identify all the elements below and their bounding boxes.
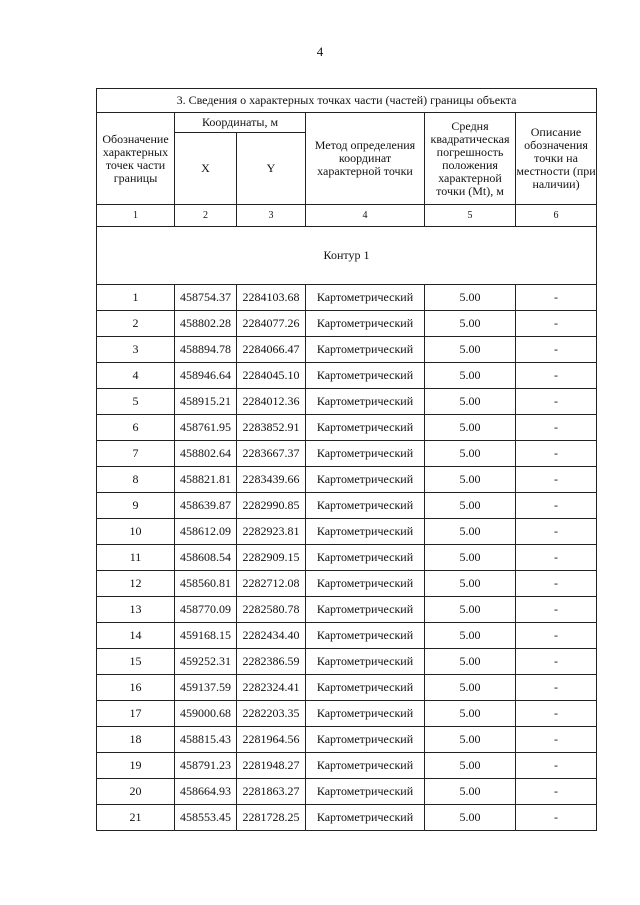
- description-cell: -: [516, 467, 597, 493]
- method-cell: Картометрический: [306, 571, 425, 597]
- description-cell: -: [516, 675, 597, 701]
- description-cell: -: [516, 753, 597, 779]
- x-coordinate-cell: 458639.87: [175, 493, 237, 519]
- table-row: [97, 311, 597, 337]
- table-row: [97, 623, 597, 649]
- description-cell: -: [516, 571, 597, 597]
- section-title-row: [97, 89, 597, 113]
- point-number-cell: 14: [97, 623, 175, 649]
- point-number-cell: 16: [97, 675, 175, 701]
- header-method: Метод определения координат характерной точки: [306, 113, 425, 205]
- table-row: [97, 753, 597, 779]
- column-number: 5: [425, 205, 516, 227]
- y-coordinate-cell: 2283439.66: [237, 467, 306, 493]
- column-number: 6: [516, 205, 597, 227]
- y-coordinate-cell: 2284045.10: [237, 363, 306, 389]
- point-number-cell: 6: [97, 415, 175, 441]
- method-cell: Картометрический: [306, 701, 425, 727]
- method-cell: Картометрический: [306, 389, 425, 415]
- method-cell: Картометрический: [306, 441, 425, 467]
- table-row: [97, 701, 597, 727]
- accuracy-cell: 5.00: [425, 285, 516, 311]
- y-coordinate-cell: 2284077.26: [237, 311, 306, 337]
- accuracy-cell: 5.00: [425, 493, 516, 519]
- y-coordinate-cell: 2284103.68: [237, 285, 306, 311]
- table-row: [97, 727, 597, 753]
- header-description: Описание обозначения точки на местности (при наличии): [516, 113, 597, 205]
- method-cell: Картометрический: [306, 493, 425, 519]
- point-number-cell: 20: [97, 779, 175, 805]
- y-coordinate-cell: 2282434.40: [237, 623, 306, 649]
- y-coordinate-cell: 2283852.91: [237, 415, 306, 441]
- method-cell: Картометрический: [306, 545, 425, 571]
- description-cell: -: [516, 727, 597, 753]
- accuracy-cell: 5.00: [425, 311, 516, 337]
- table-row: [97, 441, 597, 467]
- accuracy-cell: 5.00: [425, 545, 516, 571]
- y-coordinate-cell: 2282203.35: [237, 701, 306, 727]
- contour-row: [97, 227, 597, 285]
- accuracy-cell: 5.00: [425, 441, 516, 467]
- header-row: [97, 113, 597, 133]
- description-cell: -: [516, 649, 597, 675]
- description-cell: -: [516, 285, 597, 311]
- accuracy-cell: 5.00: [425, 519, 516, 545]
- x-coordinate-cell: 458894.78: [175, 337, 237, 363]
- x-coordinate-cell: 458553.45: [175, 805, 237, 831]
- method-cell: Картометрический: [306, 337, 425, 363]
- table-row: [97, 493, 597, 519]
- accuracy-cell: 5.00: [425, 675, 516, 701]
- table-row: [97, 675, 597, 701]
- y-coordinate-cell: 2282580.78: [237, 597, 306, 623]
- method-cell: Картометрический: [306, 597, 425, 623]
- point-number-cell: 3: [97, 337, 175, 363]
- y-coordinate-cell: 2283667.37: [237, 441, 306, 467]
- method-cell: Картометрический: [306, 753, 425, 779]
- column-number: 4: [306, 205, 425, 227]
- x-coordinate-cell: 458915.21: [175, 389, 237, 415]
- accuracy-cell: 5.00: [425, 337, 516, 363]
- method-cell: Картометрический: [306, 805, 425, 831]
- header-coordinates: Координаты, м: [175, 113, 306, 133]
- accuracy-cell: 5.00: [425, 363, 516, 389]
- x-coordinate-cell: 458664.93: [175, 779, 237, 805]
- method-cell: Картометрический: [306, 727, 425, 753]
- description-cell: -: [516, 805, 597, 831]
- table-row: [97, 389, 597, 415]
- point-number-cell: 9: [97, 493, 175, 519]
- section-title: 3. Сведения о характерных точках части (частей) границы объекта: [97, 89, 597, 113]
- x-coordinate-cell: 458802.28: [175, 311, 237, 337]
- point-number-cell: 10: [97, 519, 175, 545]
- accuracy-cell: 5.00: [425, 805, 516, 831]
- point-number-cell: 2: [97, 311, 175, 337]
- table-row: [97, 779, 597, 805]
- x-coordinate-cell: 458815.43: [175, 727, 237, 753]
- method-cell: Картометрический: [306, 779, 425, 805]
- description-cell: -: [516, 545, 597, 571]
- column-number: 1: [97, 205, 175, 227]
- y-coordinate-cell: 2281863.27: [237, 779, 306, 805]
- y-coordinate-cell: 2282923.81: [237, 519, 306, 545]
- x-coordinate-cell: 458754.37: [175, 285, 237, 311]
- x-coordinate-cell: 458821.81: [175, 467, 237, 493]
- column-number: 2: [175, 205, 237, 227]
- description-cell: -: [516, 389, 597, 415]
- accuracy-cell: 5.00: [425, 727, 516, 753]
- point-number-cell: 21: [97, 805, 175, 831]
- description-cell: -: [516, 701, 597, 727]
- x-coordinate-cell: 458802.64: [175, 441, 237, 467]
- x-coordinate-cell: 458612.09: [175, 519, 237, 545]
- point-number-cell: 13: [97, 597, 175, 623]
- contour-label: Контур 1: [97, 227, 597, 285]
- method-cell: Картометрический: [306, 415, 425, 441]
- point-number-cell: 11: [97, 545, 175, 571]
- header-y: Y: [237, 133, 306, 205]
- y-coordinate-cell: 2281948.27: [237, 753, 306, 779]
- y-coordinate-cell: 2282324.41: [237, 675, 306, 701]
- x-coordinate-cell: 459137.59: [175, 675, 237, 701]
- description-cell: -: [516, 337, 597, 363]
- point-number-cell: 15: [97, 649, 175, 675]
- x-coordinate-cell: 459000.68: [175, 701, 237, 727]
- y-coordinate-cell: 2281728.25: [237, 805, 306, 831]
- method-cell: Картометрический: [306, 519, 425, 545]
- description-cell: -: [516, 311, 597, 337]
- description-cell: -: [516, 493, 597, 519]
- method-cell: Картометрический: [306, 285, 425, 311]
- accuracy-cell: 5.00: [425, 467, 516, 493]
- description-cell: -: [516, 441, 597, 467]
- header-accuracy: Средня квадратическая погрешность положения характерной точки (Mt), м: [425, 113, 516, 205]
- accuracy-cell: 5.00: [425, 389, 516, 415]
- table-row: [97, 805, 597, 831]
- table-row: [97, 363, 597, 389]
- table-row: [97, 285, 597, 311]
- method-cell: Картометрический: [306, 623, 425, 649]
- x-coordinate-cell: 458560.81: [175, 571, 237, 597]
- description-cell: -: [516, 623, 597, 649]
- accuracy-cell: 5.00: [425, 649, 516, 675]
- description-cell: -: [516, 779, 597, 805]
- table-row: [97, 649, 597, 675]
- x-coordinate-cell: 459252.31: [175, 649, 237, 675]
- x-coordinate-cell: 458608.54: [175, 545, 237, 571]
- description-cell: -: [516, 415, 597, 441]
- description-cell: -: [516, 597, 597, 623]
- y-coordinate-cell: 2282386.59: [237, 649, 306, 675]
- table-row: [97, 597, 597, 623]
- method-cell: Картометрический: [306, 675, 425, 701]
- y-coordinate-cell: 2282990.85: [237, 493, 306, 519]
- point-number-cell: 8: [97, 467, 175, 493]
- table-row: [97, 545, 597, 571]
- description-cell: -: [516, 519, 597, 545]
- y-coordinate-cell: 2281964.56: [237, 727, 306, 753]
- point-number-cell: 19: [97, 753, 175, 779]
- x-coordinate-cell: 458791.23: [175, 753, 237, 779]
- header-x: X: [175, 133, 237, 205]
- column-numbers-row: [97, 205, 597, 227]
- point-number-cell: 18: [97, 727, 175, 753]
- accuracy-cell: 5.00: [425, 571, 516, 597]
- accuracy-cell: 5.00: [425, 623, 516, 649]
- y-coordinate-cell: 2282712.08: [237, 571, 306, 597]
- table-row: [97, 519, 597, 545]
- x-coordinate-cell: 458761.95: [175, 415, 237, 441]
- method-cell: Картометрический: [306, 649, 425, 675]
- y-coordinate-cell: 2284066.47: [237, 337, 306, 363]
- accuracy-cell: 5.00: [425, 415, 516, 441]
- point-number-cell: 12: [97, 571, 175, 597]
- page-number: 4: [316, 44, 324, 59]
- point-number-cell: 4: [97, 363, 175, 389]
- table-row: [97, 337, 597, 363]
- x-coordinate-cell: 458770.09: [175, 597, 237, 623]
- x-coordinate-cell: 459168.15: [175, 623, 237, 649]
- method-cell: Картометрический: [306, 363, 425, 389]
- accuracy-cell: 5.00: [425, 779, 516, 805]
- boundary-points-table: [96, 88, 597, 831]
- y-coordinate-cell: 2284012.36: [237, 389, 306, 415]
- table-row: [97, 415, 597, 441]
- accuracy-cell: 5.00: [425, 701, 516, 727]
- accuracy-cell: 5.00: [425, 753, 516, 779]
- header-point: Обозначение характерных точек части границы: [97, 113, 175, 205]
- point-number-cell: 1: [97, 285, 175, 311]
- description-cell: -: [516, 363, 597, 389]
- point-number-cell: 7: [97, 441, 175, 467]
- column-number: 3: [237, 205, 306, 227]
- method-cell: Картометрический: [306, 467, 425, 493]
- table-row: [97, 571, 597, 597]
- table-row: [97, 467, 597, 493]
- accuracy-cell: 5.00: [425, 597, 516, 623]
- point-number-cell: 17: [97, 701, 175, 727]
- x-coordinate-cell: 458946.64: [175, 363, 237, 389]
- method-cell: Картометрический: [306, 311, 425, 337]
- y-coordinate-cell: 2282909.15: [237, 545, 306, 571]
- point-number-cell: 5: [97, 389, 175, 415]
